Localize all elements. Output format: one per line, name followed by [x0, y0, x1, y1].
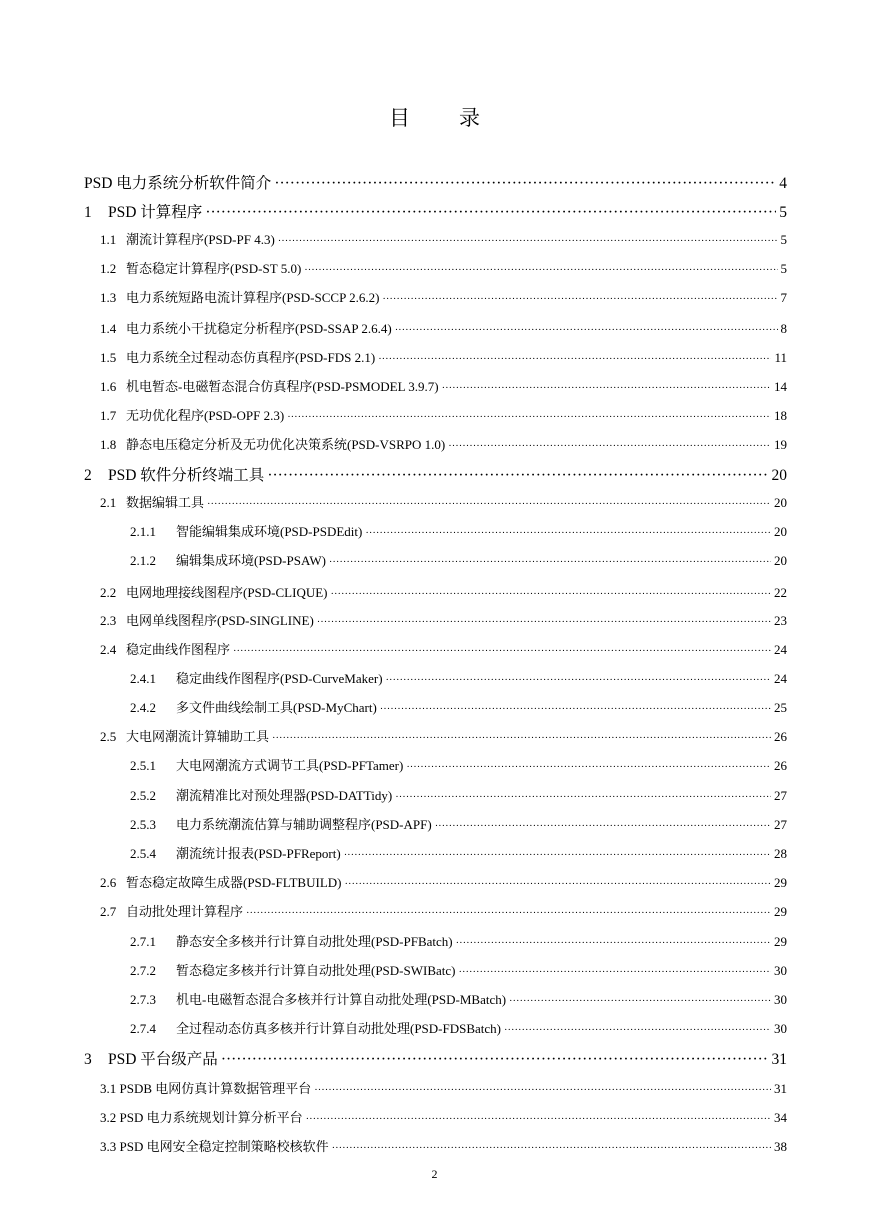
toc-entry[interactable] [100, 726, 787, 745]
toc-entry[interactable] [100, 872, 787, 891]
toc-entry[interactable] [100, 582, 787, 601]
toc-entry[interactable] [130, 989, 787, 1008]
toc-entry[interactable] [100, 347, 787, 366]
dot-leader [207, 499, 771, 510]
toc-entry-page: 11 [774, 350, 787, 365]
toc-entry-page: 29 [774, 934, 787, 949]
toc-entry[interactable] [100, 492, 787, 511]
toc-entry-page: 20 [774, 524, 787, 539]
toc-entry-number: 1.4 [100, 321, 117, 336]
toc-entry-page: 28 [774, 846, 787, 861]
toc-entry-number: 2.7.3 [130, 992, 156, 1007]
toc-entry-title: 无功优化程序(PSD-OPF 2.3) [126, 408, 285, 423]
dot-leader [386, 675, 771, 686]
toc-entry[interactable] [84, 171, 787, 193]
dot-leader [365, 528, 771, 539]
toc-entry[interactable] [84, 463, 787, 485]
dot-leader [380, 704, 771, 715]
toc-entry-page: 22 [774, 585, 787, 600]
dot-leader [306, 1114, 771, 1125]
dot-leader [382, 294, 777, 305]
toc-entry-title: 潮流计算程序(PSD-PF 4.3) [126, 232, 275, 247]
toc-entry-title: 静态电压稳定分析及无功优化决策系统(PSD-VSRPO 1.0) [126, 437, 446, 452]
toc-entry-title: 智能编辑集成环境(PSD-PSDEdit) [176, 524, 363, 539]
toc-entry-page: 31 [774, 1081, 787, 1096]
toc-entry[interactable] [100, 639, 787, 658]
dot-leader [504, 1025, 771, 1036]
toc-entry[interactable] [100, 1078, 787, 1097]
toc-entry-page: 30 [774, 963, 787, 978]
toc-entry-title: PSD 软件分析终端工具 [108, 467, 265, 484]
toc-entry-page: 14 [774, 379, 787, 394]
toc-entry-page: 7 [780, 290, 787, 305]
toc-entry-number: 2.1.2 [130, 553, 156, 568]
dot-leader [274, 175, 776, 193]
toc-entry-number: 1.7 [100, 408, 117, 423]
toc-entry[interactable] [130, 843, 787, 862]
toc-entry[interactable] [100, 610, 787, 629]
toc-entry-title: 多文件曲线绘制工具(PSD-MyChart) [176, 700, 377, 715]
dot-leader [344, 850, 771, 861]
toc-entry-title: PSD 电力系统分析软件简介 [84, 175, 272, 192]
toc-entry-title: 机电-电磁暂态混合多核并行计算自动批处理(PSD-MBatch) [176, 992, 507, 1007]
toc-entry[interactable] [84, 200, 787, 222]
dot-leader [442, 383, 771, 394]
toc-entry[interactable] [100, 1136, 787, 1155]
toc-entry-number: 1.3 [100, 290, 117, 305]
toc-entry-number: 1.2 [100, 261, 117, 276]
toc-entry-title: 稳定曲线作图程序 [126, 642, 231, 657]
dot-leader [435, 821, 771, 832]
toc-entry-title: 稳定曲线作图程序(PSD-CurveMaker) [176, 671, 383, 686]
toc-entry-title: PSD 平台级产品 [108, 1051, 218, 1068]
toc-entry-title: 自动批处理计算程序 [126, 904, 244, 919]
dot-leader [304, 265, 777, 276]
page-number: 2 [431, 1167, 438, 1181]
toc-entry[interactable] [130, 931, 787, 950]
dot-leader [456, 938, 771, 949]
toc-entry-title: 电网地理接线图程序(PSD-CLIQUE) [126, 585, 328, 600]
toc-entry-page: 8 [780, 321, 787, 336]
toc-entry-number: 2.7.4 [130, 1021, 156, 1036]
dot-leader [448, 441, 771, 452]
toc-entry-number: 2 [84, 467, 92, 484]
toc-entry[interactable] [100, 901, 787, 920]
toc-entry[interactable] [100, 1107, 787, 1126]
toc-entry-title: 潮流精准比对预处理器(PSD-DATTidy) [176, 788, 393, 803]
dot-leader [314, 1085, 771, 1096]
toc-entry-title: 全过程动态仿真多核并行计算自动批处理(PSD-FDSBatch) [176, 1021, 502, 1036]
toc-entry-title: 潮流统计报表(PSD-PFReport) [176, 846, 341, 861]
toc-entry-title: 电网单线图程序(PSD-SINGLINE) [126, 613, 314, 628]
toc-entry-number: 2.5.4 [130, 846, 156, 861]
dot-leader [344, 879, 771, 890]
dot-leader [272, 733, 771, 744]
dot-leader [329, 557, 771, 568]
toc-entry-title: 电力系统潮流估算与辅助调整程序(PSD-APF) [176, 817, 432, 832]
dot-leader [332, 1143, 771, 1154]
toc-entry-page: 34 [774, 1110, 787, 1125]
dot-leader [246, 908, 771, 919]
toc-entry-number: 2.1 [100, 495, 117, 510]
toc-entry[interactable] [130, 785, 787, 804]
dot-leader [267, 467, 768, 485]
toc-entry-number: 2.3 [100, 613, 117, 628]
toc-entry-page: 24 [774, 642, 787, 657]
toc-entry-number: 3 [84, 1051, 92, 1068]
toc-entry-page: 27 [774, 817, 787, 832]
toc-entry-title: 电力系统小干扰稳定分析程序(PSD-SSAP 2.6.4) [126, 321, 392, 336]
toc-entry-title: 暂态稳定多核并行计算自动批处理(PSD-SWIBatc) [176, 963, 456, 978]
toc-entry[interactable] [130, 521, 787, 540]
toc-entry-title: 3.2 PSD 电力系统规划计算分析平台 [100, 1110, 303, 1125]
dot-leader [378, 354, 771, 365]
toc-entry-page: 29 [774, 904, 787, 919]
toc-entry-number: 2.7.2 [130, 963, 156, 978]
toc-entry-page: 20 [774, 553, 787, 568]
toc-entry[interactable] [130, 550, 787, 569]
toc-entry[interactable] [100, 318, 787, 337]
toc-entry[interactable] [100, 434, 787, 453]
dot-leader [221, 1051, 769, 1069]
toc-entry-number: 2.5.1 [130, 758, 156, 773]
toc-entry-page: 5 [780, 232, 787, 247]
toc-entry-page: 24 [774, 671, 787, 686]
toc-entry-number: 2.4.1 [130, 671, 156, 686]
toc-entry-number: 1.8 [100, 437, 117, 452]
toc-entry-number: 1.1 [100, 232, 117, 247]
dot-leader [509, 996, 771, 1007]
toc-entry-title: 数据编辑工具 [126, 495, 205, 510]
toc-entry-page: 30 [774, 1021, 787, 1036]
toc-entry-number: 2.7.1 [130, 934, 156, 949]
toc-entry-page: 26 [774, 758, 787, 773]
dot-leader [395, 325, 778, 336]
toc-entry[interactable] [130, 668, 787, 687]
toc-entry-page: 30 [774, 992, 787, 1007]
toc-entry-number: 2.1.1 [130, 524, 156, 539]
dot-leader [395, 792, 771, 803]
toc-entry-title: 3.1 PSDB 电网仿真计算数据管理平台 [100, 1081, 312, 1096]
toc-entry[interactable] [130, 697, 787, 716]
toc-entry-title: 3.3 PSD 电网安全稳定控制策略校核软件 [100, 1139, 329, 1154]
toc-entry[interactable] [100, 376, 787, 395]
toc-entry[interactable] [100, 229, 787, 248]
toc-entry-title: 电力系统短路电流计算程序(PSD-SCCP 2.6.2) [126, 290, 380, 305]
dot-leader [406, 762, 771, 773]
dot-leader [331, 589, 772, 600]
toc-entry-title: 大电网潮流方式调节工具(PSD-PFTamer) [176, 758, 404, 773]
toc-entry-page: 31 [771, 1051, 787, 1068]
toc-entry-page: 20 [771, 467, 787, 484]
toc-entry-number: 2.5 [100, 729, 117, 744]
toc-entry-page: 5 [780, 261, 787, 276]
toc-entry-title: 静态安全多核并行计算自动批处理(PSD-PFBatch) [176, 934, 453, 949]
toc-entry-page: 25 [774, 700, 787, 715]
toc-entry-title: PSD 计算程序 [108, 204, 203, 221]
dot-leader [205, 204, 776, 222]
toc-entry-number: 1.5 [100, 350, 117, 365]
toc-entry-number: 1 [84, 204, 92, 221]
toc-entry[interactable] [100, 287, 787, 306]
toc-entry-page: 27 [774, 788, 787, 803]
toc-entry-title: 暂态稳定计算程序(PSD-ST 5.0) [126, 261, 302, 276]
toc-entry[interactable] [130, 960, 787, 979]
toc-entry[interactable] [100, 405, 787, 424]
toc-entry-title: 暂态稳定故障生成器(PSD-FLTBUILD) [126, 875, 342, 890]
toc-entry-title: 编辑集成环境(PSD-PSAW) [176, 553, 326, 568]
toc-entry-number: 2.4 [100, 642, 117, 657]
dot-leader [278, 236, 778, 247]
dot-leader [287, 412, 771, 423]
toc-entry-title: 大电网潮流计算辅助工具 [126, 729, 270, 744]
dot-leader [317, 617, 771, 628]
toc-entry-number: 2.5.3 [130, 817, 156, 832]
toc-entry-title: 电力系统全过程动态仿真程序(PSD-FDS 2.1) [126, 350, 376, 365]
toc-entry[interactable] [130, 814, 787, 833]
toc-entry-page: 5 [779, 204, 787, 221]
toc-entry[interactable] [130, 755, 787, 774]
toc-entry-number: 2.4.2 [130, 700, 156, 715]
toc-entry[interactable] [130, 1018, 787, 1037]
dot-leader [459, 967, 772, 978]
toc-entry-page: 18 [774, 408, 787, 423]
toc-entry-page: 23 [774, 613, 787, 628]
toc-entry-title: 机电暂态-电磁暂态混合仿真程序(PSD-PSMODEL 3.9.7) [126, 379, 439, 394]
toc-entry-page: 26 [774, 729, 787, 744]
toc-entry-page: 29 [774, 875, 787, 890]
toc-entry-number: 2.7 [100, 904, 117, 919]
toc-entry[interactable] [100, 258, 787, 277]
toc-entry[interactable] [84, 1047, 787, 1069]
toc-entry-number: 2.2 [100, 585, 117, 600]
toc-entry-page: 20 [774, 495, 787, 510]
dot-leader [233, 646, 771, 657]
toc-entry-number: 2.5.2 [130, 788, 156, 803]
toc-entry-page: 4 [779, 175, 787, 192]
toc-entry-number: 1.6 [100, 379, 117, 394]
toc-entry-number: 2.6 [100, 875, 117, 890]
page-title: 目 录 [389, 106, 494, 130]
toc-entry-page: 38 [774, 1139, 787, 1154]
toc-entry-page: 19 [774, 437, 787, 452]
